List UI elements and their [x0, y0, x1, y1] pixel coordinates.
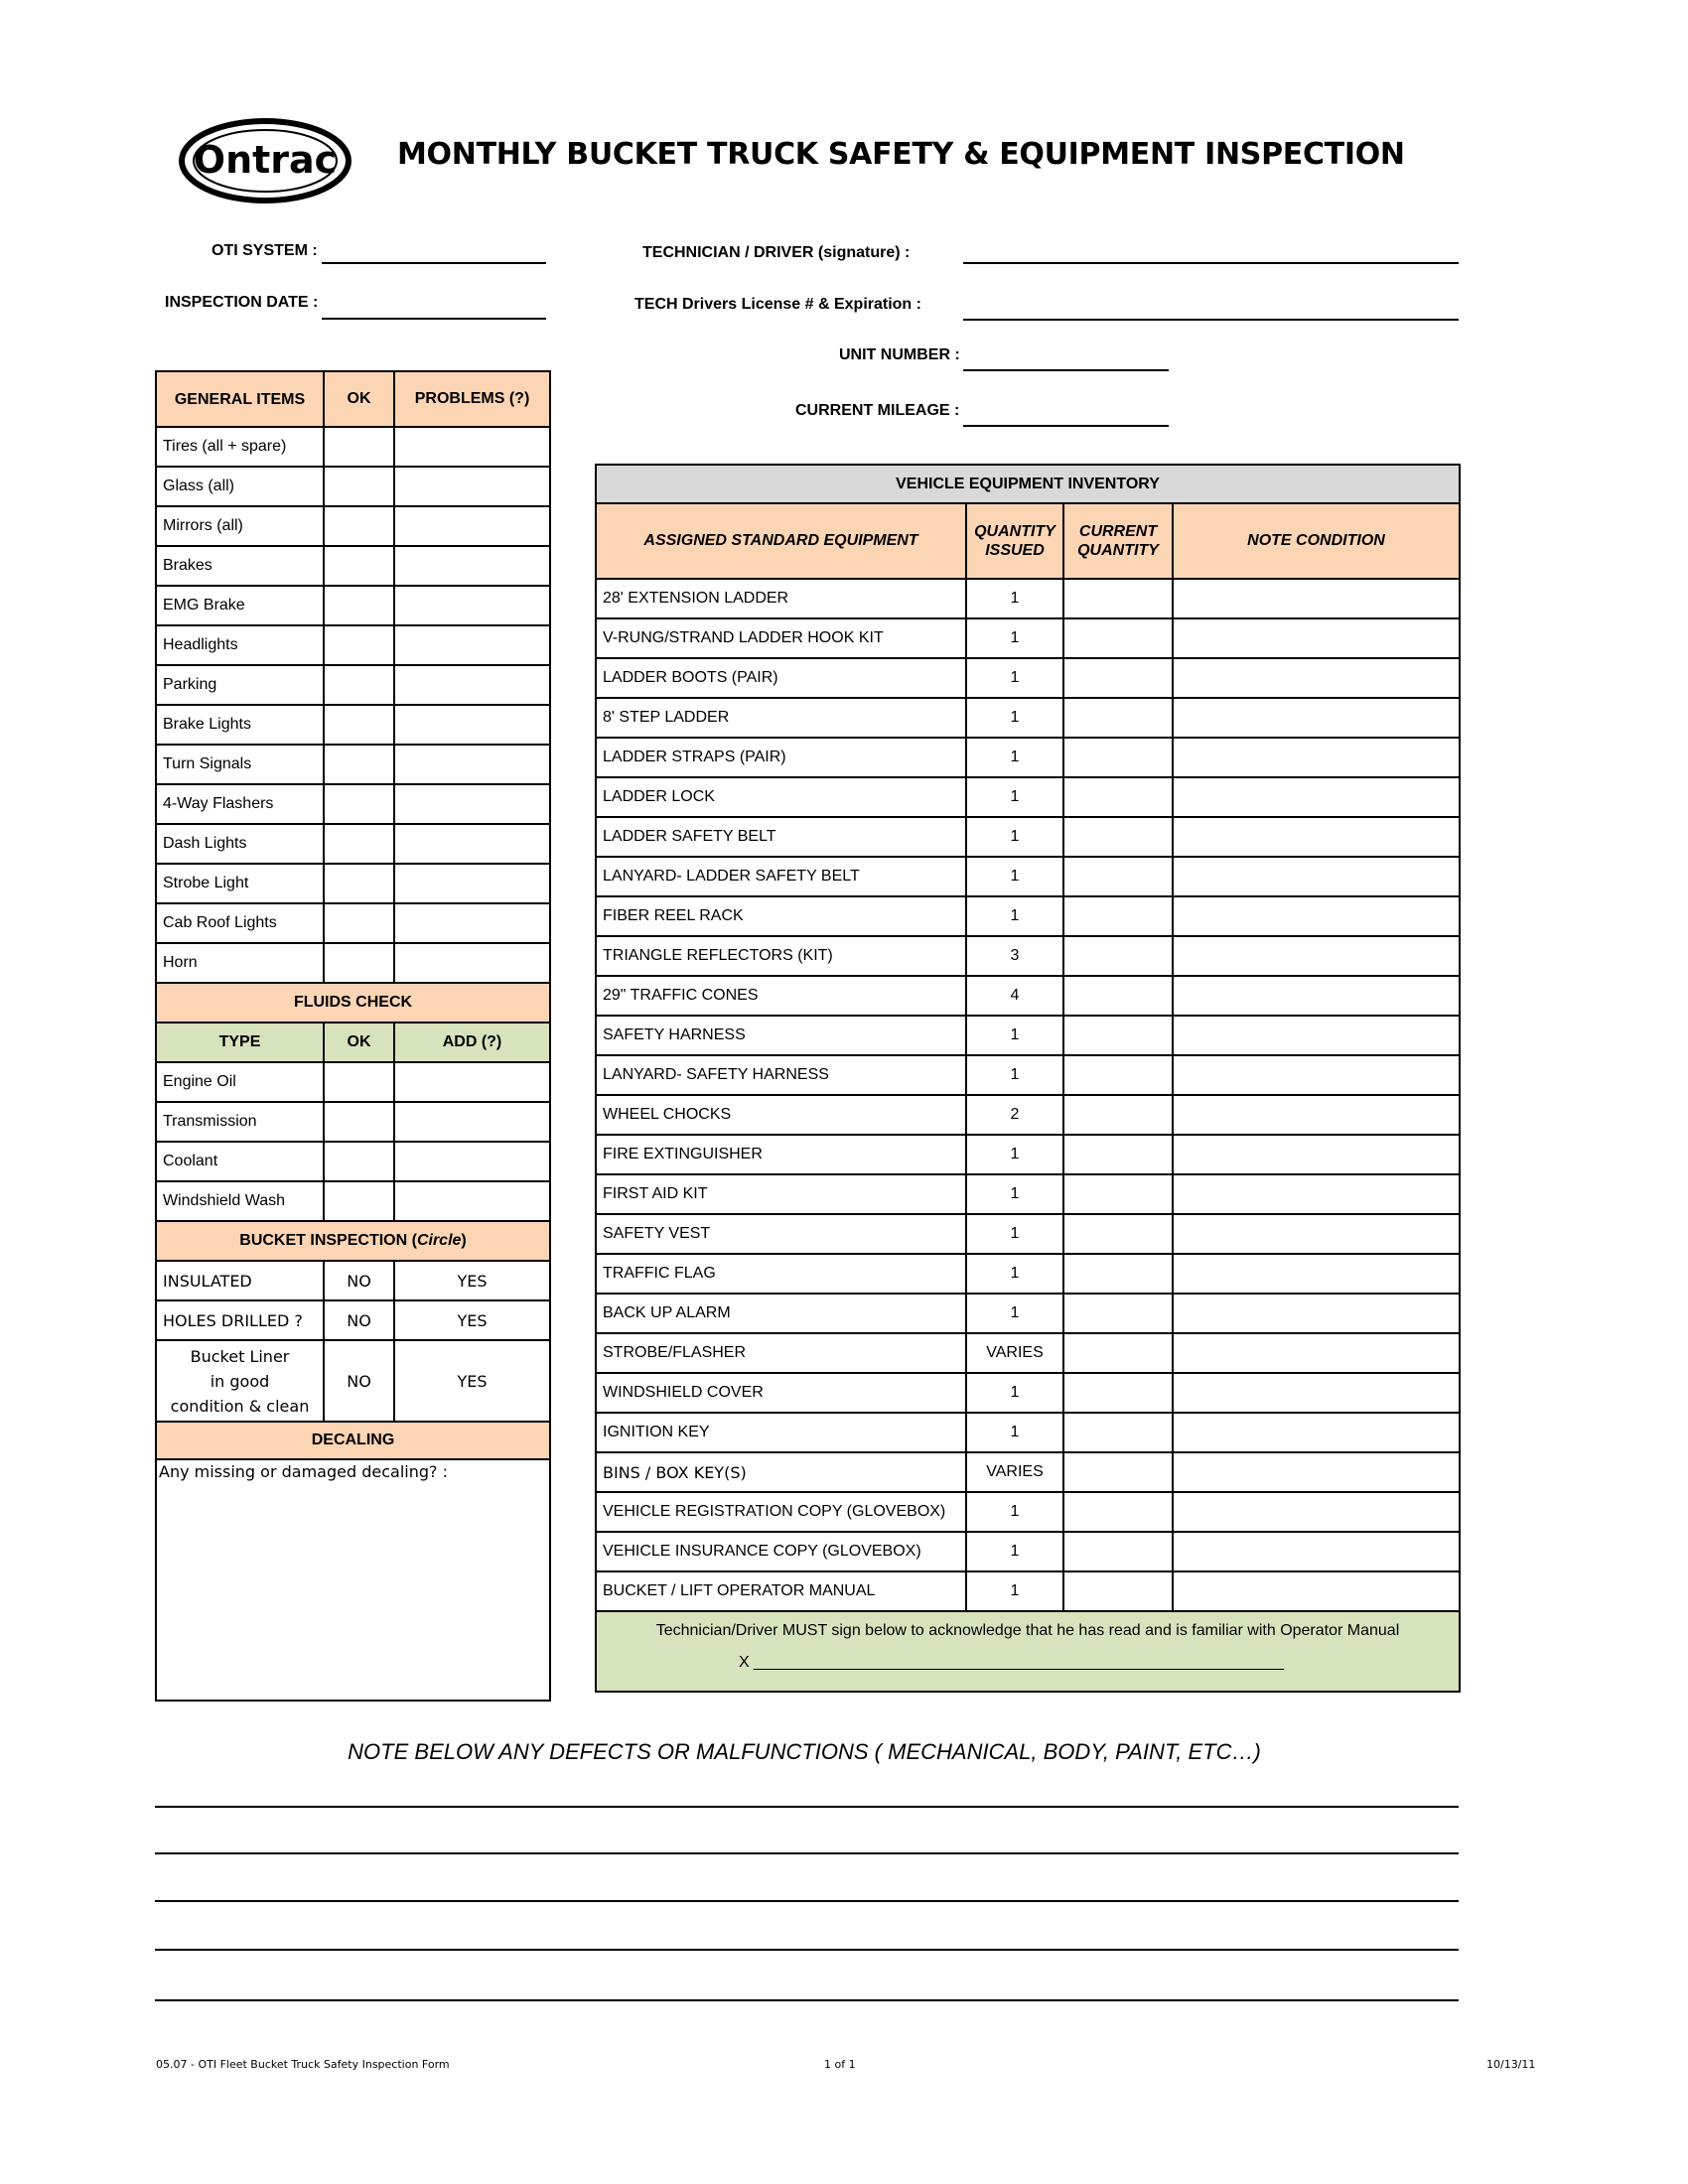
general-item-problems-cell[interactable]: [394, 824, 550, 864]
current-quantity-cell[interactable]: [1063, 857, 1173, 896]
general-item-label: Turn Signals: [156, 745, 324, 784]
general-item-row: [156, 864, 550, 903]
quantity-issued: 1: [966, 1214, 1063, 1254]
general-items-header: GENERAL ITEMS: [156, 371, 324, 427]
quantity-issued: 3: [966, 936, 1063, 976]
quantity-issued: 1: [966, 1571, 1063, 1611]
inventory-row: [596, 857, 1460, 896]
equipment-name: 28' EXTENSION LADDER: [596, 579, 966, 618]
quantity-issued: 1: [966, 1294, 1063, 1333]
equipment-name: IGNITION KEY: [596, 1413, 966, 1452]
defect-line[interactable]: [155, 1900, 1459, 1902]
general-item-problems-cell[interactable]: [394, 665, 550, 705]
current-mileage-label: CURRENT MILEAGE :: [795, 402, 960, 419]
equipment-name: LADDER SAFETY BELT: [596, 817, 966, 857]
general-item-problems-cell[interactable]: [394, 943, 550, 983]
note-condition-cell[interactable]: [1173, 1294, 1460, 1333]
general-item-problems-cell[interactable]: [394, 427, 550, 467]
current-quantity-cell[interactable]: [1063, 1254, 1173, 1294]
quantity-issued: 1: [966, 1254, 1063, 1294]
current-quantity-cell[interactable]: [1063, 936, 1173, 976]
inventory-row: [596, 1333, 1460, 1373]
inventory-row: [596, 1571, 1460, 1611]
general-item-row: [156, 586, 550, 625]
general-item-ok-cell[interactable]: [324, 665, 394, 705]
general-item-label: Glass (all): [156, 467, 324, 506]
note-condition-cell[interactable]: [1173, 976, 1460, 1016]
equipment-name: SAFETY HARNESS: [596, 1016, 966, 1055]
general-item-label: Parking: [156, 665, 324, 705]
note-condition-cell[interactable]: [1173, 777, 1460, 817]
note-condition-cell[interactable]: [1173, 896, 1460, 936]
quantity-issued: VARIES: [966, 1333, 1063, 1373]
current-quantity-cell[interactable]: [1063, 1373, 1173, 1413]
logo-text: Ontrac: [193, 138, 338, 182]
general-item-label: Tires (all + spare): [156, 427, 324, 467]
note-condition-cell[interactable]: [1173, 1095, 1460, 1135]
quantity-issued: 4: [966, 976, 1063, 1016]
general-item-label: Brake Lights: [156, 705, 324, 745]
note-condition-cell[interactable]: [1173, 618, 1460, 658]
general-item-ok-cell[interactable]: [324, 824, 394, 864]
current-quantity-cell[interactable]: [1063, 1571, 1173, 1611]
general-item-label: Dash Lights: [156, 824, 324, 864]
problems-header: PROBLEMS (?): [394, 371, 550, 427]
bucket-no-option[interactable]: NO: [324, 1340, 394, 1422]
general-item-problems-cell[interactable]: [394, 625, 550, 665]
equipment-name: LANYARD- SAFETY HARNESS: [596, 1055, 966, 1095]
inventory-row: [596, 817, 1460, 857]
equipment-name: 8' STEP LADDER: [596, 698, 966, 738]
inventory-row: [596, 618, 1460, 658]
decaling-question: Any missing or damaged decaling? :: [159, 1462, 448, 1481]
equipment-name: BUCKET / LIFT OPERATOR MANUAL: [596, 1571, 966, 1611]
note-condition-cell[interactable]: [1173, 1016, 1460, 1055]
note-condition-cell[interactable]: [1173, 857, 1460, 896]
assigned-equipment-header: ASSIGNED STANDARD EQUIPMENT: [596, 503, 966, 579]
inventory-row: [596, 658, 1460, 698]
fluid-row: [156, 1062, 550, 1102]
unit-number-field[interactable]: [963, 369, 1169, 371]
current-quantity-cell[interactable]: [1063, 738, 1173, 777]
fluid-row: [156, 1102, 550, 1142]
fluid-add-cell[interactable]: [394, 1062, 550, 1102]
general-item-label: Horn: [156, 943, 324, 983]
footer-date: 10/13/11: [1486, 2058, 1536, 2071]
general-item-label: Cab Roof Lights: [156, 903, 324, 943]
inventory-row: [596, 1016, 1460, 1055]
equipment-name: FIBER REEL RACK: [596, 896, 966, 936]
general-item-problems-cell[interactable]: [394, 506, 550, 546]
defect-line[interactable]: [155, 1999, 1459, 2001]
current-mileage-field[interactable]: [963, 425, 1169, 427]
note-condition-cell[interactable]: [1173, 1333, 1460, 1373]
inventory-row: [596, 896, 1460, 936]
quantity-issued: 1: [966, 1492, 1063, 1532]
current-quantity-cell[interactable]: [1063, 1452, 1173, 1492]
current-quantity-cell[interactable]: [1063, 618, 1173, 658]
general-item-row: [156, 427, 550, 467]
general-item-ok-cell[interactable]: [324, 546, 394, 586]
fluid-add-cell[interactable]: [394, 1181, 550, 1221]
note-condition-cell[interactable]: [1173, 1214, 1460, 1254]
note-condition-cell[interactable]: [1173, 1055, 1460, 1095]
quantity-issued: 1: [966, 1016, 1063, 1055]
oti-system-field[interactable]: [322, 262, 546, 264]
inspection-date-field[interactable]: [322, 318, 546, 320]
general-item-row: [156, 705, 550, 745]
note-condition-cell[interactable]: [1173, 1452, 1460, 1492]
bucket-yes-option[interactable]: YES: [394, 1340, 550, 1422]
general-item-ok-cell[interactable]: [324, 705, 394, 745]
quantity-issued-header: QUANTITY ISSUED: [966, 503, 1063, 579]
current-quantity-cell[interactable]: [1063, 698, 1173, 738]
current-quantity-cell[interactable]: [1063, 1333, 1173, 1373]
general-item-ok-cell[interactable]: [324, 745, 394, 784]
fluid-type-label: Engine Oil: [156, 1062, 324, 1102]
footer-page-number: 1 of 1: [824, 2058, 856, 2071]
oti-system-label: OTI SYSTEM :: [211, 242, 318, 259]
general-item-problems-cell[interactable]: [394, 784, 550, 824]
fluid-type-label: Windshield Wash: [156, 1181, 324, 1221]
general-item-problems-cell[interactable]: [394, 745, 550, 784]
defects-heading: NOTE BELOW ANY DEFECTS OR MALFUNCTIONS ( MECHANICAL, BODY, PAINT, ETC…): [348, 1739, 1261, 1764]
general-item-label: Strobe Light: [156, 864, 324, 903]
page-title: MONTHLY BUCKET TRUCK SAFETY & EQUIPMENT INSPECTION: [397, 137, 1405, 172]
note-condition-cell[interactable]: [1173, 658, 1460, 698]
inventory-title: VEHICLE EQUIPMENT INVENTORY: [596, 465, 1460, 503]
current-quantity-cell[interactable]: [1063, 1135, 1173, 1174]
inventory-row: [596, 1095, 1460, 1135]
general-item-problems-cell[interactable]: [394, 586, 550, 625]
general-item-ok-cell[interactable]: [324, 625, 394, 665]
quantity-issued: 1: [966, 1174, 1063, 1214]
general-item-label: Mirrors (all): [156, 506, 324, 546]
equipment-name: FIRE EXTINGUISHER: [596, 1135, 966, 1174]
fluid-type-label: Transmission: [156, 1102, 324, 1142]
equipment-name: LANYARD- LADDER SAFETY BELT: [596, 857, 966, 896]
technician-label: TECHNICIAN / DRIVER (signature) :: [642, 244, 911, 261]
general-item-ok-cell[interactable]: [324, 506, 394, 546]
fluid-type-label: Coolant: [156, 1142, 324, 1181]
fluid-row: [156, 1142, 550, 1181]
current-quantity-cell[interactable]: [1063, 1016, 1173, 1055]
general-item-row: [156, 625, 550, 665]
inventory-row: [596, 1174, 1460, 1214]
quantity-issued: 1: [966, 698, 1063, 738]
equipment-name: TRIANGLE REFLECTORS (KIT): [596, 936, 966, 976]
fluid-add-cell[interactable]: [394, 1102, 550, 1142]
general-item-ok-cell[interactable]: [324, 943, 394, 983]
bucket-no-option[interactable]: NO: [324, 1261, 394, 1300]
fluid-ok-cell[interactable]: [324, 1062, 394, 1102]
general-item-problems-cell[interactable]: [394, 903, 550, 943]
current-quantity-cell[interactable]: [1063, 777, 1173, 817]
current-quantity-cell[interactable]: [1063, 579, 1173, 618]
quantity-issued: 1: [966, 658, 1063, 698]
unit-number-label: UNIT NUMBER :: [839, 346, 960, 363]
operator-manual-signature-line[interactable]: X ____________________________________________________________: [739, 1654, 1285, 1671]
quantity-issued: VARIES: [966, 1452, 1063, 1492]
quantity-issued: 2: [966, 1095, 1063, 1135]
general-item-row: [156, 506, 550, 546]
general-item-row: [156, 546, 550, 586]
current-quantity-cell[interactable]: [1063, 896, 1173, 936]
ok-header: OK: [324, 371, 394, 427]
defect-line[interactable]: [155, 1949, 1459, 1951]
general-item-label: EMG Brake: [156, 586, 324, 625]
inventory-row: [596, 1492, 1460, 1532]
defect-line[interactable]: [155, 1852, 1459, 1854]
current-quantity-cell[interactable]: [1063, 1294, 1173, 1333]
equipment-name: LADDER BOOTS (PAIR): [596, 658, 966, 698]
acknowledge-text: Technician/Driver MUST sign below to acknowledge that he has read and is familiar with Operator Manual: [655, 1622, 1400, 1639]
inventory-row: [596, 1214, 1460, 1254]
current-quantity-cell[interactable]: [1063, 1095, 1173, 1135]
current-quantity-cell[interactable]: [1063, 976, 1173, 1016]
bucket-yes-option[interactable]: YES: [394, 1261, 550, 1300]
general-item-label: Headlights: [156, 625, 324, 665]
general-item-label: Brakes: [156, 546, 324, 586]
quantity-issued: 1: [966, 857, 1063, 896]
bucket-yes-option[interactable]: YES: [394, 1300, 550, 1340]
equipment-name: STROBE/FLASHER: [596, 1333, 966, 1373]
inventory-row: [596, 976, 1460, 1016]
general-item-row: [156, 467, 550, 506]
inventory-row: [596, 1055, 1460, 1095]
inspection-date-label: INSPECTION DATE :: [165, 294, 319, 311]
equipment-name: V-RUNG/STRAND LADDER HOOK KIT: [596, 618, 966, 658]
license-field[interactable]: [963, 319, 1459, 321]
general-item-problems-cell[interactable]: [394, 705, 550, 745]
fluids-ok-header: OK: [324, 1023, 394, 1062]
fluid-row: [156, 1181, 550, 1221]
inventory-row: [596, 1532, 1460, 1571]
equipment-name: 29" TRAFFIC CONES: [596, 976, 966, 1016]
quantity-issued: 1: [966, 1055, 1063, 1095]
inventory-row: [596, 1413, 1460, 1452]
bucket-liner-label: Bucket Liner in good condition & clean: [156, 1340, 324, 1422]
note-condition-cell[interactable]: [1173, 579, 1460, 618]
inventory-row: [596, 738, 1460, 777]
license-label: TECH Drivers License # & Expiration :: [634, 296, 921, 313]
inventory-row: [596, 1294, 1460, 1333]
inventory-row: [596, 1135, 1460, 1174]
general-item-ok-cell[interactable]: [324, 903, 394, 943]
quantity-issued: 1: [966, 1135, 1063, 1174]
bucket-inspection-header: BUCKET INSPECTION (Circle): [156, 1221, 550, 1261]
quantity-issued: 1: [966, 1532, 1063, 1571]
quantity-issued: 1: [966, 579, 1063, 618]
quantity-issued: 1: [966, 1373, 1063, 1413]
note-condition-cell[interactable]: [1173, 1174, 1460, 1214]
technician-signature-field[interactable]: [963, 262, 1459, 264]
note-condition-cell[interactable]: [1173, 738, 1460, 777]
general-item-ok-cell[interactable]: [324, 467, 394, 506]
general-item-row: [156, 943, 550, 983]
note-condition-cell[interactable]: [1173, 936, 1460, 976]
quantity-issued: 1: [966, 1413, 1063, 1452]
current-quantity-cell[interactable]: [1063, 1055, 1173, 1095]
note-condition-cell[interactable]: [1173, 1373, 1460, 1413]
equipment-name: BINS / BOX KEY(S): [596, 1452, 966, 1492]
general-item-ok-cell[interactable]: [324, 784, 394, 824]
equipment-name: FIRST AID KIT: [596, 1174, 966, 1214]
quantity-issued: 1: [966, 738, 1063, 777]
note-condition-cell[interactable]: [1173, 1254, 1460, 1294]
ontrac-logo: [179, 117, 352, 205]
inventory-row: [596, 1373, 1460, 1413]
equipment-name: LADDER LOCK: [596, 777, 966, 817]
current-quantity-cell[interactable]: [1063, 1532, 1173, 1571]
equipment-name: VEHICLE REGISTRATION COPY (GLOVEBOX): [596, 1492, 966, 1532]
quantity-issued: 1: [966, 817, 1063, 857]
decaling-notes-field[interactable]: [156, 1459, 550, 1701]
footer-form-id: 05.07 - OTI Fleet Bucket Truck Safety Inspection Form: [156, 2058, 450, 2071]
general-item-row: [156, 665, 550, 705]
decaling-header: DECALING: [156, 1422, 550, 1459]
general-item-row: [156, 784, 550, 824]
note-condition-cell[interactable]: [1173, 1532, 1460, 1571]
current-quantity-cell[interactable]: [1063, 1214, 1173, 1254]
quantity-issued: 1: [966, 618, 1063, 658]
add-header: ADD (?): [394, 1023, 550, 1062]
inventory-row: [596, 777, 1460, 817]
note-condition-cell[interactable]: [1173, 1135, 1460, 1174]
note-condition-cell[interactable]: [1173, 1492, 1460, 1532]
current-quantity-cell[interactable]: [1063, 1174, 1173, 1214]
current-quantity-cell[interactable]: [1063, 1492, 1173, 1532]
bucket-row-label: HOLES DRILLED ?: [156, 1300, 324, 1340]
current-quantity-cell[interactable]: [1063, 817, 1173, 857]
type-header: TYPE: [156, 1023, 324, 1062]
general-item-problems-cell[interactable]: [394, 546, 550, 586]
fluids-check-header: FLUIDS CHECK: [156, 983, 550, 1023]
inventory-row: [596, 1452, 1460, 1492]
equipment-name: WHEEL CHOCKS: [596, 1095, 966, 1135]
note-condition-cell[interactable]: [1173, 1571, 1460, 1611]
equipment-name: WINDSHIELD COVER: [596, 1373, 966, 1413]
quantity-issued: 1: [966, 896, 1063, 936]
inventory-row: [596, 936, 1460, 976]
note-condition-cell[interactable]: [1173, 698, 1460, 738]
acknowledge-box: [596, 1611, 1460, 1692]
general-item-ok-cell[interactable]: [324, 864, 394, 903]
fluid-ok-cell[interactable]: [324, 1102, 394, 1142]
bucket-no-option[interactable]: NO: [324, 1300, 394, 1340]
defect-line[interactable]: [155, 1806, 1459, 1808]
general-item-problems-cell[interactable]: [394, 467, 550, 506]
general-item-row: [156, 824, 550, 864]
equipment-name: SAFETY VEST: [596, 1214, 966, 1254]
general-item-ok-cell[interactable]: [324, 586, 394, 625]
current-quantity-cell[interactable]: [1063, 658, 1173, 698]
general-item-label: 4-Way Flashers: [156, 784, 324, 824]
current-quantity-cell[interactable]: [1063, 1413, 1173, 1452]
general-items-table: [155, 370, 551, 1702]
equipment-inventory-table: [595, 464, 1461, 1693]
inventory-row: [596, 579, 1460, 618]
general-item-problems-cell[interactable]: [394, 864, 550, 903]
quantity-issued: 1: [966, 777, 1063, 817]
bucket-row-label: INSULATED: [156, 1261, 324, 1300]
note-condition-cell[interactable]: [1173, 817, 1460, 857]
equipment-name: TRAFFIC FLAG: [596, 1254, 966, 1294]
equipment-name: LADDER STRAPS (PAIR): [596, 738, 966, 777]
equipment-name: BACK UP ALARM: [596, 1294, 966, 1333]
fluid-ok-cell[interactable]: [324, 1142, 394, 1181]
general-item-row: [156, 745, 550, 784]
note-condition-cell[interactable]: [1173, 1413, 1460, 1452]
general-item-row: [156, 903, 550, 943]
equipment-name: VEHICLE INSURANCE COPY (GLOVEBOX): [596, 1532, 966, 1571]
note-condition-header: NOTE CONDITION: [1173, 503, 1460, 579]
fluid-add-cell[interactable]: [394, 1142, 550, 1181]
inventory-row: [596, 698, 1460, 738]
inventory-row: [596, 1254, 1460, 1294]
fluid-ok-cell[interactable]: [324, 1181, 394, 1221]
current-quantity-header: CURRENT QUANTITY: [1063, 503, 1173, 579]
general-item-ok-cell[interactable]: [324, 427, 394, 467]
